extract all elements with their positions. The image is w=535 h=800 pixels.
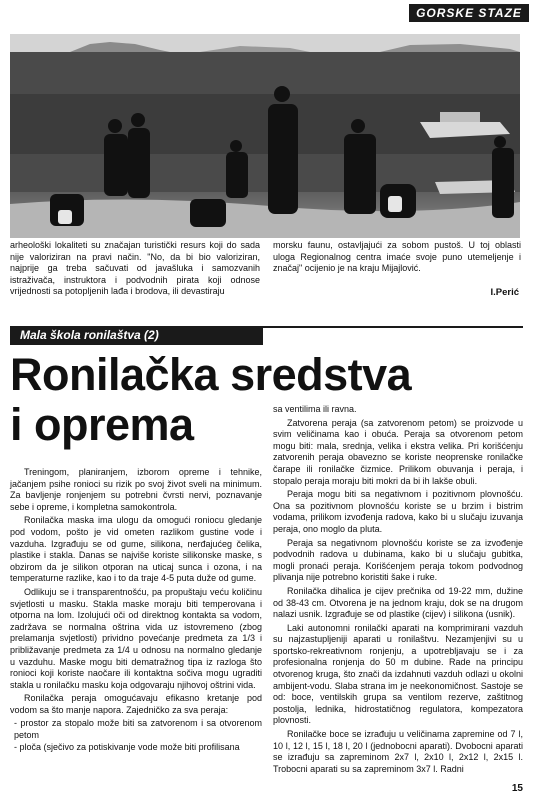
series-label: Mala škola ronilaštva (2) [10,326,263,345]
paragraph: Laki autonomni ronilački aparati na komprimirani vazduh su najzastupljeniji aparati u ronilaštvu. Nezamjenjivi su u sportsko-rekreativnom ronjenju, a upotrebljavaju se i za profesionalna ronjenja do 50 m dubine. Rade na principu otvorenog kruga, što znači da izdahnuti vazduh odlazi u okolni ambijent-vodu. Slaba strana im je neekonomičnost. Sastoje se od: boce, ventilskih grupa sa ventilom rezerve, zaštitnog postolja, lednika, hidrostatičnog regulatora, kompezatora plovnosti. [273,622,523,726]
article-right-column [273,404,523,777]
paragraph: Ronilačke boce se izrađuju u veličinama zapremine od 7 l, 10 l, 12 l, 15 l, 18 l, 20 l (jednobocni aparati). Dvobocni aparati se izrađuju sa zapreminom 2x7 l, 2x10 l, 2x12 l, 2x15 l. Trobocni aparati su sa zapreminom 3x7 l. Radni [273,729,523,774]
paragraph: Peraja sa negativnom plovnošću koriste se za izvođenje podvodnih radova u dubinama, kako bi u slučaju gubitka, mogli pronaći peraja. Korišćenjem peraja tokom podvodnog plivanja nije potrebno koristiti šake i ruke. [273,537,523,583]
top-article-right-text: morsku faunu, ostavljajući za sobom pustoš. U toj oblasti uloga Regionalnog centra imaće svoje puno utemeljenje i značaj" ocijenio je na kraju Mijajlović. [273,240,521,273]
author-signature: I.Perić [490,287,519,298]
divider-rule [263,326,523,328]
article-left-column [10,467,262,753]
list-item: - ploča (sječivo za potiskivanje vode može biti profilisana [14,741,240,752]
paragraph: Ronilačka peraja omogućavaju efikasno kretanje pod vodom sa što manje napora. Zajedničko za sva peraja: [10,693,262,715]
article-title-line-1: Ronilačka sredstva [10,349,412,400]
paragraph: Treningom, planiranjem, izborom opreme i tehnike, jačanjem psihe ronioci su rizik po svoj život sveli na minimum. Za bavljenje ronjenjem su potrebni čvrsti nervi, poznavanje sebe i opreme, i kompletna samokontrola. [10,467,262,512]
divers-photo [10,34,520,238]
paragraph: Ronilačka maska ima ulogu da omogući roniocu gledanje pod vodom, pošto je vid ometen razlikom gustine vode i vazduha. Izgrađuju se od gume, silikona, nerđajućeg čelika, plastike i stakla. Danas se najviše koriste silikonske maske, s obzirom da je silikon otporan na uticaj sunca i ozona, i na temperaturne razlike, kao i to da traje 4-5 puta duže od gume. [10,515,262,584]
paragraph: Zatvorena peraja (sa zatvorenom petom) se proizvode u svim veličinama kao i obuća. Peraja sa otvorenom petom mogu biti: mala, srednja, velika i ekstra velika. Pri korišćenju zatvorenih peraja obavezno se koriste neoprenske ronilačke čarape ili ronilačke čizmice. Prilikom obuvanja i peraja, i stopalo peraja moraju biti mokri da bi ih lakše obuli. [273,417,523,486]
article-title-line-2: i oprema [10,399,194,450]
list-item: - prostor za stopalo može biti sa zatvorenom i sa otvorenom petom [14,718,262,741]
section-tag: GORSKE STAZE [409,4,529,22]
top-article-left-text: arheološki lokaliteti su značajan turistički resurs koji do sada nije valoriziran na pravi način. "No, da bi bio valoriziran, najprije ga treba sačuvati od javašluka i samozvanih istraživača, instruktora i podvodnih pirata koji odnose vrijednosti sa potopljenih lađa i brodova, ili devastiraju [10,240,260,296]
paragraph: Odlikuju se i transparentnošću, pa propuštaju veću količinu svjetlosti u masku. Stakla maske moraju biti temperovana i otporna na lom. Izolujući oči od direktnog kontakta sa vodom, zadržava se normalna oštrina vida uz istovremeno (zbog prelamanja svjetlosti) prividno povećanje predmeta za 1/3 i približavanje predmeta za 1/4 u odnosu na normalno gledanje u vazduhu. Maske mogu biti dematražnog tipa iz razloga što ronioci koji koriste naočare ili kontaktna sočiva mogu ugraditi stakla u ronilačku masku koja odgovaraju njihovoj oštrini vida. [10,586,262,690]
paragraph: Peraja mogu biti sa negativnom i pozitivnom plovnošću. Ona sa pozitivnom plovnošću koriste se u brzim i bistrim vodama, prilikom izvođenja radova, kako bi u slučaju izuvanja peraja, ono moglo da pluta. [273,489,523,534]
page-number: 15 [511,783,523,794]
paragraph: sa ventilima ili ravna. [273,404,357,414]
paragraph: Ronilačka dihalica je cijev prečnika od 19-22 mm, dužine od 38-43 cm. Otvorena je na jednom kraju, dok se na drugom nalazi usnik. Izgrađuje se od plastike (cijev) i silikona (usnik). [273,585,523,620]
